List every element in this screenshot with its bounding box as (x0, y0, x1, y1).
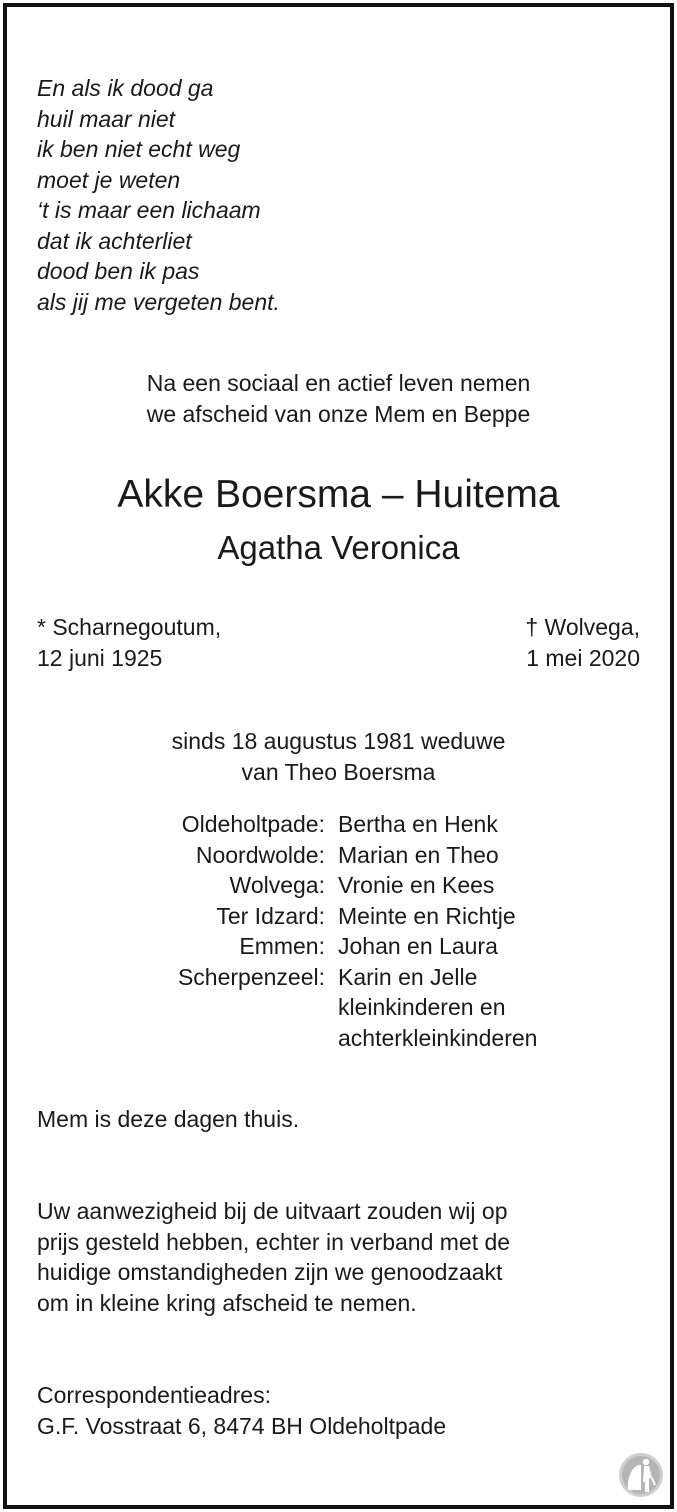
widow-text (0, 726, 677, 788)
intro-line: Na een sociaal en actief leven nemen (146, 370, 531, 396)
correspondence (37, 1380, 446, 1441)
family-place: Scherpenzeel: (177, 963, 325, 990)
poem-line: moet je weten (37, 166, 181, 193)
funeral-note-line: om in kleine kring afscheid te nemen. (37, 1289, 417, 1316)
family-row (0, 1023, 677, 1054)
family-place: Oldeholtpade: (181, 811, 325, 837)
family-names: Karin en Jelle (338, 963, 478, 990)
poem (37, 73, 280, 317)
intro-text (0, 368, 677, 430)
poem-line: ik ben niet echt weg (37, 136, 241, 162)
at-home-text (37, 1104, 299, 1135)
family-place: Emmen: (239, 933, 325, 959)
family-place: Ter Idzard: (216, 902, 325, 929)
family-names: achterkleinkinderen (338, 1024, 538, 1051)
family-row (0, 870, 677, 901)
poem-line: En als ik dood ga (37, 75, 214, 101)
birth-date: 12 juni 1925 (37, 645, 163, 671)
birth-info (37, 612, 221, 674)
birth-place: * Scharnegoutum, (37, 614, 222, 640)
deceased-given-names: Agatha Veronica (217, 529, 460, 566)
deceased-name: Akke Boersma – Huitema (117, 473, 560, 516)
funeral-note-line: huidige omstandigheden zijn we genoodzaakt (37, 1259, 503, 1285)
intro-line: we afscheid van onze Mem en Beppe (146, 401, 531, 427)
widow-line: van Theo Boersma (241, 759, 436, 785)
family-place: Wolvega: (229, 872, 325, 898)
family-row (0, 992, 677, 1023)
poem-line: dat ik achterliet (37, 227, 192, 254)
funeral-note-line: prijs gesteld hebben, echter in verband met de (37, 1228, 511, 1255)
family-names: Meinte en Richtje (338, 902, 516, 929)
family-row (0, 931, 677, 962)
poem-line: huil maar niet (37, 105, 176, 132)
family-names: Marian en Theo (338, 841, 499, 868)
family-row (0, 840, 677, 871)
at-home-line: Mem is deze dagen thuis. (37, 1106, 300, 1132)
family-names: Bertha en Henk (338, 811, 498, 837)
family-names: Johan en Laura (338, 933, 498, 959)
family-row (0, 901, 677, 932)
death-info (525, 612, 640, 674)
family-place: Noordwolde: (195, 841, 325, 868)
death-place: † Wolvega, (525, 614, 640, 640)
memorial-figure-icon (618, 1452, 664, 1498)
family-list (0, 809, 677, 1053)
funeral-note (37, 1196, 510, 1318)
widow-line: sinds 18 augustus 1981 weduwe (171, 728, 506, 754)
family-names: Vronie en Kees (338, 872, 495, 898)
family-row (0, 809, 677, 840)
death-date: 1 mei 2020 (526, 645, 640, 671)
poem-line: dood ben ik pas (37, 258, 200, 284)
correspondence-label: Correspondentieadres: (37, 1382, 271, 1408)
poem-line: ‘t is maar een lichaam (37, 197, 261, 223)
family-row (0, 962, 677, 993)
funeral-note-line: Uw aanwezigheid bij de uitvaart zouden wij op (37, 1198, 508, 1224)
family-names: kleinkinderen en (338, 994, 506, 1020)
correspondence-address: G.F. Vosstraat 6, 8474 BH Oldeholtpade (37, 1412, 447, 1439)
poem-line: als jij me vergeten bent. (37, 288, 280, 315)
